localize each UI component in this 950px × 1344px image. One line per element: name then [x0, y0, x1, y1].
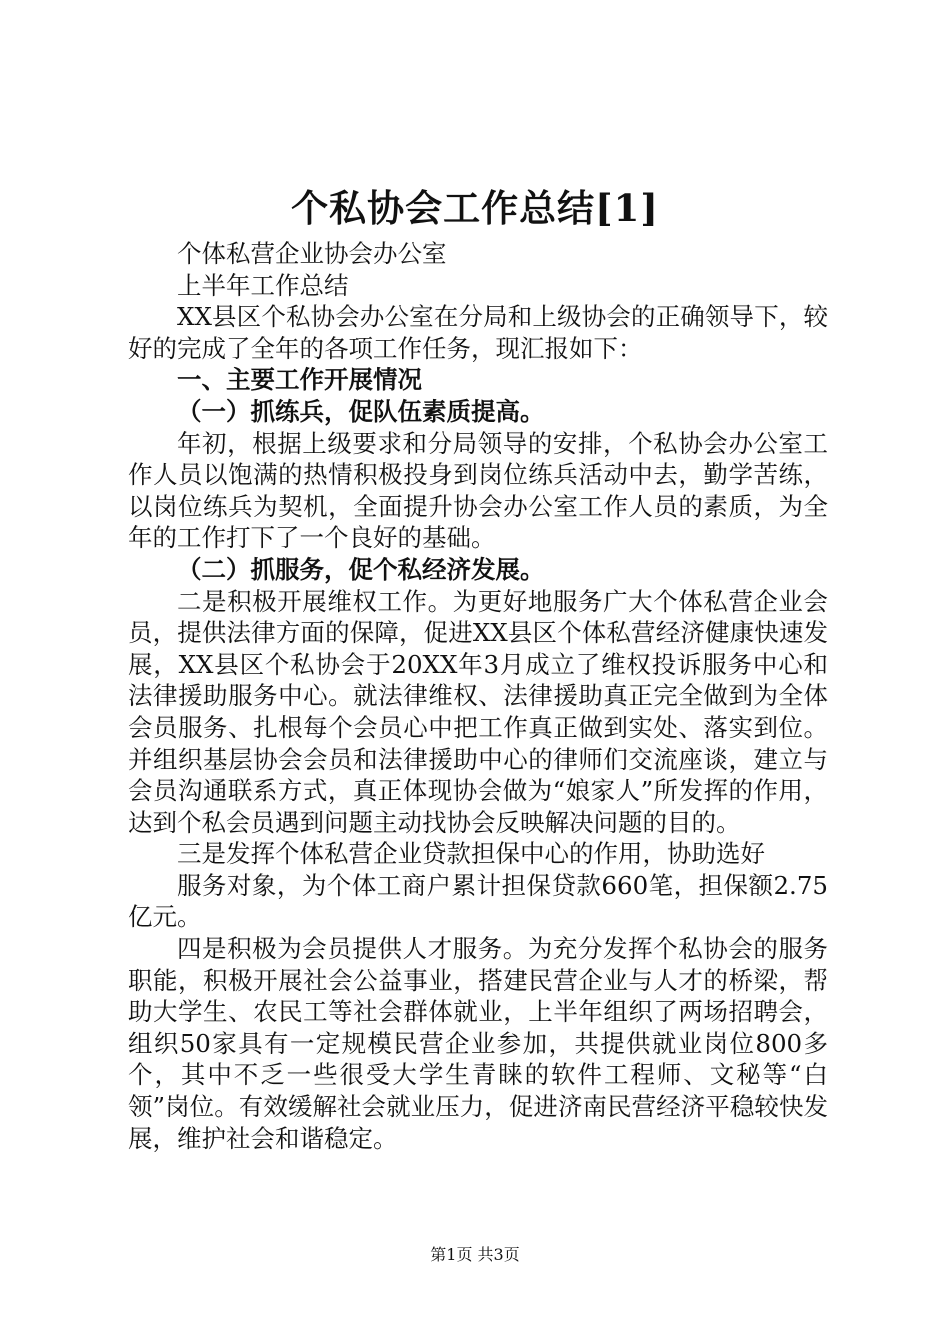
- page-footer: 第1页 共3页: [430, 1245, 520, 1264]
- paragraph: 三是发挥个体私营企业贷款担保中心的作用，协助选好: [177, 839, 765, 869]
- section-heading: 一、主要工作开展情况: [177, 365, 422, 395]
- subsection-heading: （一）抓练兵，促队伍素质提高。: [177, 396, 545, 426]
- document-body: [128, 238, 828, 1154]
- document-title: 个私协会工作总结[1]: [291, 186, 659, 230]
- paragraph: 个体私营企业协会办公室: [177, 239, 447, 268]
- paragraph: 服务对象，为个体工商户累计担保贷款660笔，担保额2.75亿元。: [128, 870, 828, 932]
- paragraph: 四是积极为会员提供人才服务。为充分发挥个私协会的服务职能，积极开展社会公益事业，搭建民营企业与人才的桥梁，帮助大学生、农民工等社会群体就业，上半年组织了两场招聘会，组织50家具有一定规模民营企业参加，共提供就业岗位800多个，其中不乏一些很受大学生青睐的软件工程师、文秘等“白领”岗位。有效缓解社会就业压力，促进济南民营经济平稳较快发展，维护社会和谐稳定。: [128, 934, 828, 1153]
- paragraph: XX县区个私协会办公室在分局和上级协会的正确领导下，较好的完成了全年的各项工作任务，现汇报如下：: [128, 302, 828, 363]
- paragraph: 上半年工作总结: [177, 270, 349, 300]
- paragraph: 二是积极开展维权工作。为更好地服务广大个体私营企业会员，提供法律方面的保障，促进XX县区个体私营经济健康快速发展，XX县区个私协会于20XX年3月成立了维权投诉服务中心和法律援助服务中心。就法律维权、法律援助真正完全做到为全体会员服务、扎根每个会员心中把工作真正做到实处、落实到位。并组织基层协会会员和法律援助中心的律师们交流座谈，建立与会员沟通联系方式，真正体现协会做为“娘家人”所发挥的作用，达到个私会员遇到问题主动找协会反映解决问题的目的。: [128, 586, 828, 837]
- paragraph: 年初，根据上级要求和分局领导的安排，个私协会办公室工作人员以饱满的热情积极投身到岗位练兵活动中去，勤学苦练，以岗位练兵为契机，全面提升协会办公室工作人员的素质，为全年的工作打下了一个良好的基础。: [128, 428, 828, 553]
- subsection-heading: （二）抓服务，促个私经济发展。: [177, 554, 545, 584]
